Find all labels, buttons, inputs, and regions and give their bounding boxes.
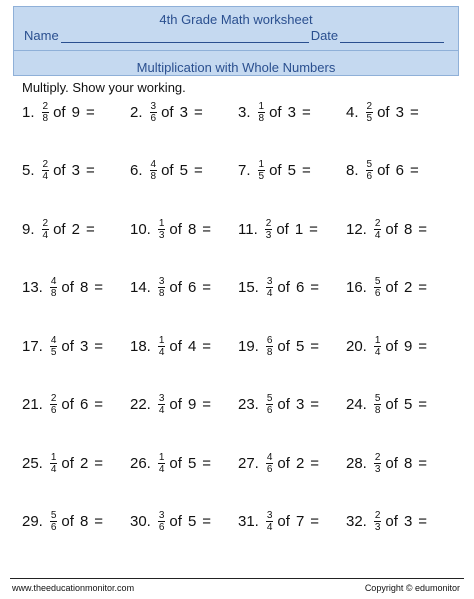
fraction — [158, 218, 166, 241]
name-date-row — [24, 27, 446, 43]
problem-item — [22, 273, 103, 303]
whole-number: 6 — [295, 279, 305, 296]
problem-item — [22, 331, 103, 361]
problem-item — [238, 507, 319, 537]
whole-number: 4 — [187, 337, 197, 355]
equals-sign: = — [310, 396, 320, 413]
problem-item — [130, 448, 211, 478]
fraction — [50, 276, 58, 299]
equals-sign: = — [301, 162, 311, 179]
whole-number: 7 — [295, 513, 305, 530]
footer-website: www.theeducationmonitor.com — [12, 583, 135, 593]
fraction-numerator: 3 — [158, 276, 165, 287]
equals-sign: = — [418, 337, 428, 355]
problem-item — [346, 156, 419, 186]
problem-number: 23. — [238, 396, 259, 413]
fraction — [158, 393, 166, 416]
problem-item — [346, 273, 427, 303]
fraction-numerator: 5 — [50, 510, 57, 521]
of-word: of — [269, 103, 282, 121]
fraction-denominator: 5 — [366, 112, 373, 124]
problem-item — [346, 390, 427, 420]
fraction — [42, 101, 50, 124]
fraction-numerator: 3 — [158, 393, 165, 404]
problem-number: 30. — [130, 513, 151, 530]
problem-item — [22, 448, 103, 478]
of-word: of — [61, 513, 74, 530]
of-word: of — [385, 279, 398, 296]
equals-sign: = — [85, 220, 95, 238]
fraction — [258, 101, 266, 124]
fraction-denominator: 8 — [150, 171, 157, 182]
equals-sign: = — [301, 103, 311, 121]
of-word: of — [377, 162, 390, 179]
problem-item — [22, 156, 95, 186]
fraction-numerator: 2 — [50, 393, 57, 404]
fraction — [266, 335, 274, 358]
whole-number: 2 — [71, 220, 80, 238]
fraction-denominator: 8 — [374, 405, 381, 416]
problem-number: 29. — [22, 513, 43, 530]
fraction-denominator: 3 — [265, 229, 272, 241]
problem-item — [130, 214, 211, 244]
whole-number: 8 — [403, 220, 413, 238]
equals-sign: = — [85, 103, 95, 121]
equals-sign: = — [409, 103, 419, 121]
whole-number: 5 — [287, 162, 296, 179]
equals-sign: = — [418, 513, 428, 530]
of-word: of — [169, 337, 182, 355]
equals-sign: = — [193, 162, 203, 179]
problem-number: 19. — [238, 337, 259, 355]
date-blank-line — [340, 30, 444, 43]
fraction-denominator: 8 — [158, 288, 165, 299]
of-word: of — [277, 513, 290, 530]
equals-sign: = — [193, 103, 203, 121]
whole-number: 2 — [403, 279, 413, 296]
fraction-numerator: 2 — [42, 159, 49, 170]
problem-number: 11. — [238, 220, 258, 238]
fraction-numerator: 2 — [366, 100, 373, 112]
of-word: of — [277, 337, 290, 355]
problem-item — [22, 97, 95, 127]
equals-sign: = — [418, 396, 428, 413]
problem-item — [238, 214, 318, 244]
of-word: of — [169, 220, 182, 238]
whole-number: 6 — [187, 279, 197, 296]
fraction-denominator: 4 — [42, 229, 49, 241]
equals-sign: = — [418, 220, 428, 238]
fraction — [374, 276, 382, 299]
of-word: of — [161, 103, 174, 121]
equals-sign: = — [202, 513, 212, 530]
fraction-numerator: 5 — [374, 393, 381, 404]
problem-item — [130, 273, 211, 303]
problem-number: 16. — [346, 279, 367, 296]
fraction — [374, 218, 382, 241]
problem-number: 28. — [346, 454, 367, 472]
problem-number: 25. — [22, 454, 43, 472]
fraction-denominator: 8 — [42, 112, 49, 124]
problem-number: 24. — [346, 396, 367, 413]
fraction-numerator: 2 — [265, 217, 272, 229]
fraction — [366, 101, 374, 124]
fraction-numerator: 4 — [50, 334, 57, 346]
fraction — [158, 452, 166, 475]
footer-divider — [10, 578, 464, 579]
fraction-numerator: 4 — [150, 159, 157, 170]
fraction-denominator: 4 — [50, 463, 57, 475]
whole-number: 2 — [295, 454, 305, 472]
whole-number: 3 — [79, 337, 89, 355]
fraction — [366, 159, 374, 182]
fraction-denominator: 6 — [266, 405, 273, 416]
problem-item — [238, 390, 319, 420]
of-word: of — [277, 396, 290, 413]
problem-number: 32. — [346, 513, 367, 530]
problem-number: 21. — [22, 396, 43, 413]
whole-number: 9 — [71, 103, 80, 121]
fraction-denominator: 4 — [42, 171, 49, 182]
problem-number: 22. — [130, 396, 151, 413]
problem-item — [130, 331, 211, 361]
of-word: of — [385, 337, 398, 355]
problem-number: 17. — [22, 337, 43, 355]
of-word: of — [277, 454, 290, 472]
fraction — [50, 452, 58, 475]
of-word: of — [385, 396, 398, 413]
problem-item — [238, 448, 319, 478]
equals-sign: = — [202, 396, 212, 413]
of-word: of — [161, 162, 174, 179]
fraction-numerator: 3 — [158, 510, 165, 521]
equals-sign: = — [310, 454, 320, 472]
problem-number: 18. — [130, 337, 151, 355]
of-word: of — [169, 513, 182, 530]
whole-number: 6 — [79, 396, 89, 413]
fraction-denominator: 8 — [266, 346, 273, 358]
fraction-numerator: 1 — [258, 159, 265, 170]
fraction — [50, 335, 58, 358]
whole-number: 6 — [395, 162, 404, 179]
problem-number: 8. — [346, 162, 359, 179]
fraction — [374, 335, 382, 358]
problem-number: 1. — [22, 103, 35, 121]
fraction-denominator: 4 — [158, 463, 165, 475]
fraction — [150, 159, 158, 182]
problem-item — [346, 507, 427, 537]
fraction-denominator: 4 — [266, 522, 273, 533]
fraction-numerator: 2 — [42, 217, 49, 229]
date-label: Date — [310, 28, 339, 43]
of-word: of — [53, 162, 66, 179]
whole-number: 3 — [71, 162, 80, 179]
equals-sign: = — [85, 162, 95, 179]
equals-sign: = — [94, 513, 104, 530]
fraction-denominator: 6 — [374, 288, 381, 299]
whole-number: 5 — [403, 396, 413, 413]
equals-sign: = — [310, 513, 320, 530]
fraction-denominator: 8 — [258, 112, 265, 124]
problem-item — [238, 331, 319, 361]
fraction-numerator: 4 — [266, 451, 273, 463]
fraction-numerator: 1 — [158, 217, 165, 229]
problem-item — [22, 214, 95, 244]
fraction — [42, 159, 50, 182]
fraction-denominator: 4 — [374, 229, 381, 241]
fraction-numerator: 3 — [266, 510, 273, 521]
problem-number: 26. — [130, 454, 151, 472]
fraction — [374, 510, 382, 533]
problem-number: 10. — [130, 220, 151, 238]
fraction-numerator: 2 — [374, 451, 381, 463]
problem-number: 14. — [130, 279, 151, 296]
header-divider — [14, 50, 458, 51]
fraction — [50, 510, 58, 533]
of-word: of — [169, 454, 182, 472]
problem-item — [22, 507, 103, 537]
of-word: of — [385, 513, 398, 530]
problem-item — [346, 214, 427, 244]
equals-sign: = — [94, 337, 104, 355]
fraction — [266, 510, 274, 533]
fraction — [266, 452, 274, 475]
fraction-numerator: 3 — [266, 276, 273, 287]
problem-item — [130, 156, 203, 186]
equals-sign: = — [310, 337, 320, 355]
problem-number: 15. — [238, 279, 259, 296]
equals-sign: = — [310, 279, 320, 296]
fraction-denominator: 6 — [158, 522, 165, 533]
fraction — [266, 276, 274, 299]
fraction-denominator: 6 — [266, 463, 273, 475]
problem-item — [130, 507, 211, 537]
fraction-denominator: 4 — [266, 288, 273, 299]
equals-sign: = — [94, 396, 104, 413]
whole-number: 2 — [79, 454, 89, 472]
problem-item — [22, 390, 103, 420]
fraction-numerator: 5 — [366, 159, 373, 170]
fraction-numerator: 1 — [158, 334, 165, 346]
fraction-numerator: 6 — [266, 334, 273, 346]
problem-item — [346, 448, 427, 478]
fraction — [258, 159, 266, 182]
of-word: of — [61, 337, 74, 355]
problem-item — [238, 156, 311, 186]
of-word: of — [269, 162, 282, 179]
equals-sign: = — [202, 454, 212, 472]
equals-sign: = — [202, 220, 212, 238]
whole-number: 1 — [294, 220, 304, 238]
of-word: of — [377, 103, 390, 121]
fraction-numerator: 4 — [50, 276, 57, 287]
fraction-denominator: 3 — [374, 463, 381, 475]
equals-sign: = — [309, 220, 318, 238]
worksheet-header — [13, 6, 459, 76]
fraction-denominator: 6 — [50, 405, 57, 416]
whole-number: 8 — [187, 220, 197, 238]
equals-sign: = — [409, 162, 419, 179]
fraction-denominator: 8 — [50, 288, 57, 299]
fraction-denominator: 4 — [374, 346, 381, 358]
whole-number: 5 — [295, 337, 305, 355]
fraction — [266, 393, 274, 416]
fraction-numerator: 2 — [374, 510, 381, 521]
whole-number: 3 — [287, 103, 296, 121]
problem-number: 4. — [346, 103, 359, 121]
problem-number: 27. — [238, 454, 259, 472]
fraction — [374, 452, 382, 475]
whole-number: 5 — [187, 454, 197, 472]
fraction-denominator: 3 — [158, 229, 165, 241]
whole-number: 5 — [179, 162, 188, 179]
fraction — [42, 218, 50, 241]
problem-number: 12. — [346, 220, 367, 238]
fraction-denominator: 4 — [158, 346, 165, 358]
fraction-denominator: 5 — [258, 171, 265, 182]
name-label: Name — [24, 28, 59, 43]
fraction — [158, 276, 166, 299]
fraction-numerator: 1 — [50, 451, 57, 463]
problem-number: 20. — [346, 337, 367, 355]
equals-sign: = — [418, 279, 428, 296]
whole-number: 3 — [295, 396, 305, 413]
fraction — [158, 335, 166, 358]
problem-number: 3. — [238, 103, 251, 121]
fraction-numerator: 2 — [374, 217, 381, 229]
fraction-denominator: 6 — [150, 112, 157, 124]
problem-item — [130, 97, 203, 127]
worksheet-title: 4th Grade Math worksheet — [159, 12, 313, 27]
whole-number: 9 — [403, 337, 413, 355]
problem-number: 13. — [22, 279, 43, 296]
problem-number: 7. — [238, 162, 251, 179]
problem-item — [238, 273, 319, 303]
fraction-numerator: 1 — [374, 334, 381, 346]
of-word: of — [169, 279, 182, 296]
problem-item — [346, 331, 427, 361]
fraction — [374, 393, 382, 416]
worksheet-subtitle: Multiplication with Whole Numbers — [136, 60, 336, 75]
whole-number: 8 — [79, 513, 89, 530]
fraction — [50, 393, 58, 416]
whole-number: 8 — [403, 454, 413, 472]
fraction-numerator: 2 — [42, 100, 49, 112]
footer-copyright: Copyright © edumonitor — [364, 583, 460, 593]
instructions: Multiply. Show your working. — [22, 80, 186, 95]
problem-number: 6. — [130, 162, 143, 179]
problem-item — [346, 97, 419, 127]
problem-number: 2. — [130, 103, 143, 121]
fraction-numerator: 1 — [258, 100, 265, 112]
equals-sign: = — [202, 337, 212, 355]
problem-number: 31. — [238, 513, 259, 530]
of-word: of — [61, 279, 74, 296]
problem-number: 9. — [22, 220, 35, 238]
fraction-denominator: 6 — [50, 522, 57, 533]
of-word: of — [61, 454, 74, 472]
fraction-numerator: 5 — [266, 393, 273, 404]
equals-sign: = — [418, 454, 428, 472]
whole-number: 5 — [187, 513, 197, 530]
equals-sign: = — [202, 279, 212, 296]
fraction-denominator: 4 — [158, 405, 165, 416]
whole-number: 3 — [395, 103, 404, 121]
of-word: of — [169, 396, 182, 413]
of-word: of — [53, 103, 66, 121]
whole-number: 9 — [187, 396, 197, 413]
fraction-denominator: 5 — [50, 346, 57, 358]
of-word: of — [53, 220, 66, 238]
of-word: of — [277, 279, 290, 296]
name-blank-line — [61, 30, 309, 43]
of-word: of — [61, 396, 74, 413]
of-word: of — [385, 220, 398, 238]
fraction-denominator: 3 — [374, 522, 381, 533]
whole-number: 8 — [79, 279, 89, 296]
fraction-denominator: 6 — [366, 171, 373, 182]
problem-item — [130, 390, 211, 420]
fraction-numerator: 3 — [150, 100, 157, 112]
fraction-numerator: 5 — [374, 276, 381, 287]
equals-sign: = — [94, 279, 104, 296]
fraction-numerator: 1 — [158, 451, 165, 463]
of-word: of — [276, 220, 289, 238]
of-word: of — [385, 454, 398, 472]
problem-number: 5. — [22, 162, 35, 179]
fraction — [150, 101, 158, 124]
problem-item — [238, 97, 311, 127]
whole-number: 3 — [179, 103, 188, 121]
equals-sign: = — [94, 454, 104, 472]
whole-number: 3 — [403, 513, 413, 530]
fraction — [158, 510, 166, 533]
fraction — [265, 218, 273, 241]
